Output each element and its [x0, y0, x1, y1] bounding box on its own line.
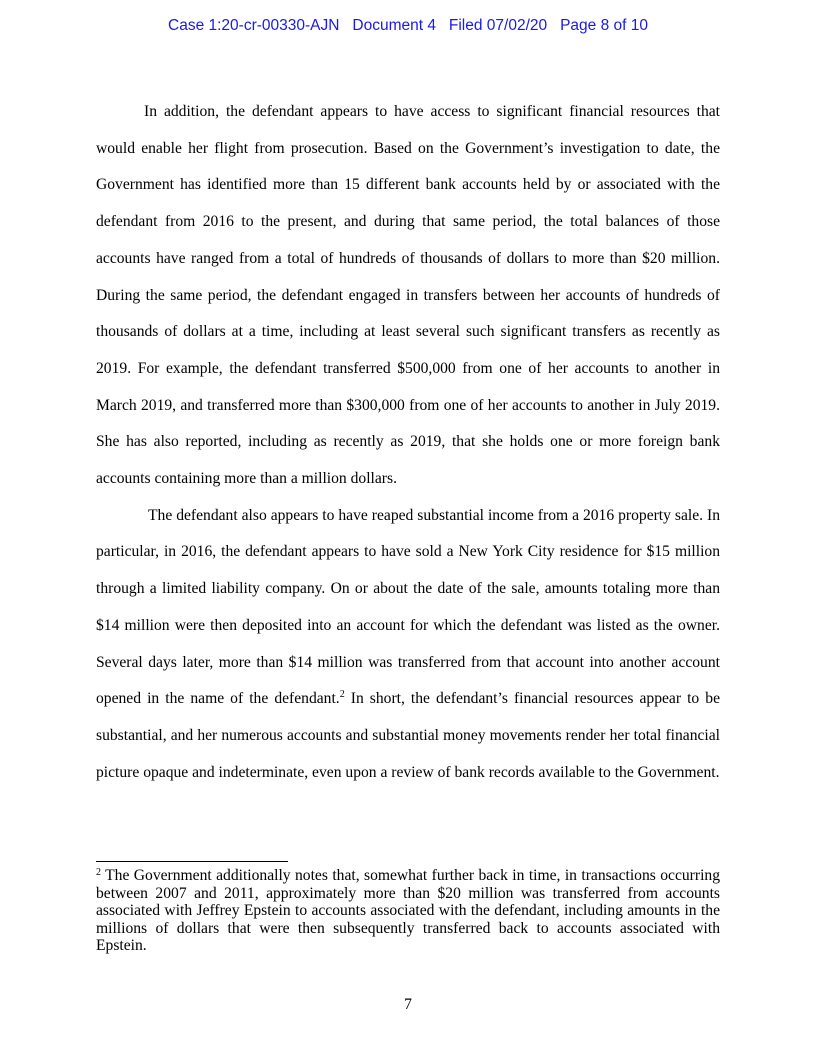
- paragraph-property-sale: [96, 498, 720, 792]
- footnote-text-block: [96, 867, 720, 955]
- document-number: Document 4: [352, 17, 436, 34]
- page-indicator: Page 8 of 10: [560, 17, 648, 34]
- case-number: Case 1:20-cr-00330-AJN: [168, 17, 340, 34]
- filed-date: Filed 07/02/20: [448, 17, 548, 34]
- paragraph-text-continued: In short, the defendant’s financial resources appear to be substantial, and her numerous accounts and substantial money movements render her total financial picture opaque and indeterminate, even upon a review of bank records available to the Government.: [96, 690, 720, 781]
- footnote-text: The Government additionally notes that, somewhat further back in time, in transactions occurring between 2007 and 2011, approximately more than $20 million was transferred from accounts associated with Jeffrey Epstein to accounts associated with the defendant, including amounts in the millions of dollars that were then subsequently transferred back to accounts associated with Epstein.: [96, 867, 720, 955]
- footnote: [96, 867, 720, 955]
- court-filing-header: [0, 17, 816, 35]
- paragraph-financial-resources: In addition, the defendant appears to have access to significant financial resources that would enable her flight from prosecution. Based on the Government’s investigation to date, the Government has identified more than 15 different bank accounts held by or associated with the defendant from 2016 to the present, and during that same period, the total balances of those accounts have ranged from a total of hundreds of thousands of dollars to more than $20 million. During the same period, the defendant engaged in transfers between her accounts of hundreds of thousands of dollars at a time, including at least several such significant transfers as recently as 2019. For example, the defendant transferred $500,000 from one of her accounts to another in March 2019, and transferred more than $300,000 from one of her accounts to another in July 2019. She has also reported, including as recently as 2019, that she holds one or more foreign bank accounts containing more than a million dollars.: [96, 103, 720, 488]
- page-number: 7: [404, 996, 412, 1013]
- paragraph-text: The defendant also appears to have reaped substantial income from a 2016 property sale. In particular, in 2016, the defendant appears to have sold a New York City residence for $15 million through a limited liability company. On or about the date of the sale, amounts totaling more than $14 million were then deposited into an account for which the defendant was listed as the owner. Several days later, more than $14 million was transferred from that account into another account opened in the name of the defendant.: [96, 506, 720, 708]
- footnote-reference[interactable]: 2: [339, 689, 345, 701]
- footnote-marker: 2: [96, 867, 101, 878]
- footnote-divider: [96, 861, 288, 862]
- body-text: [96, 94, 720, 791]
